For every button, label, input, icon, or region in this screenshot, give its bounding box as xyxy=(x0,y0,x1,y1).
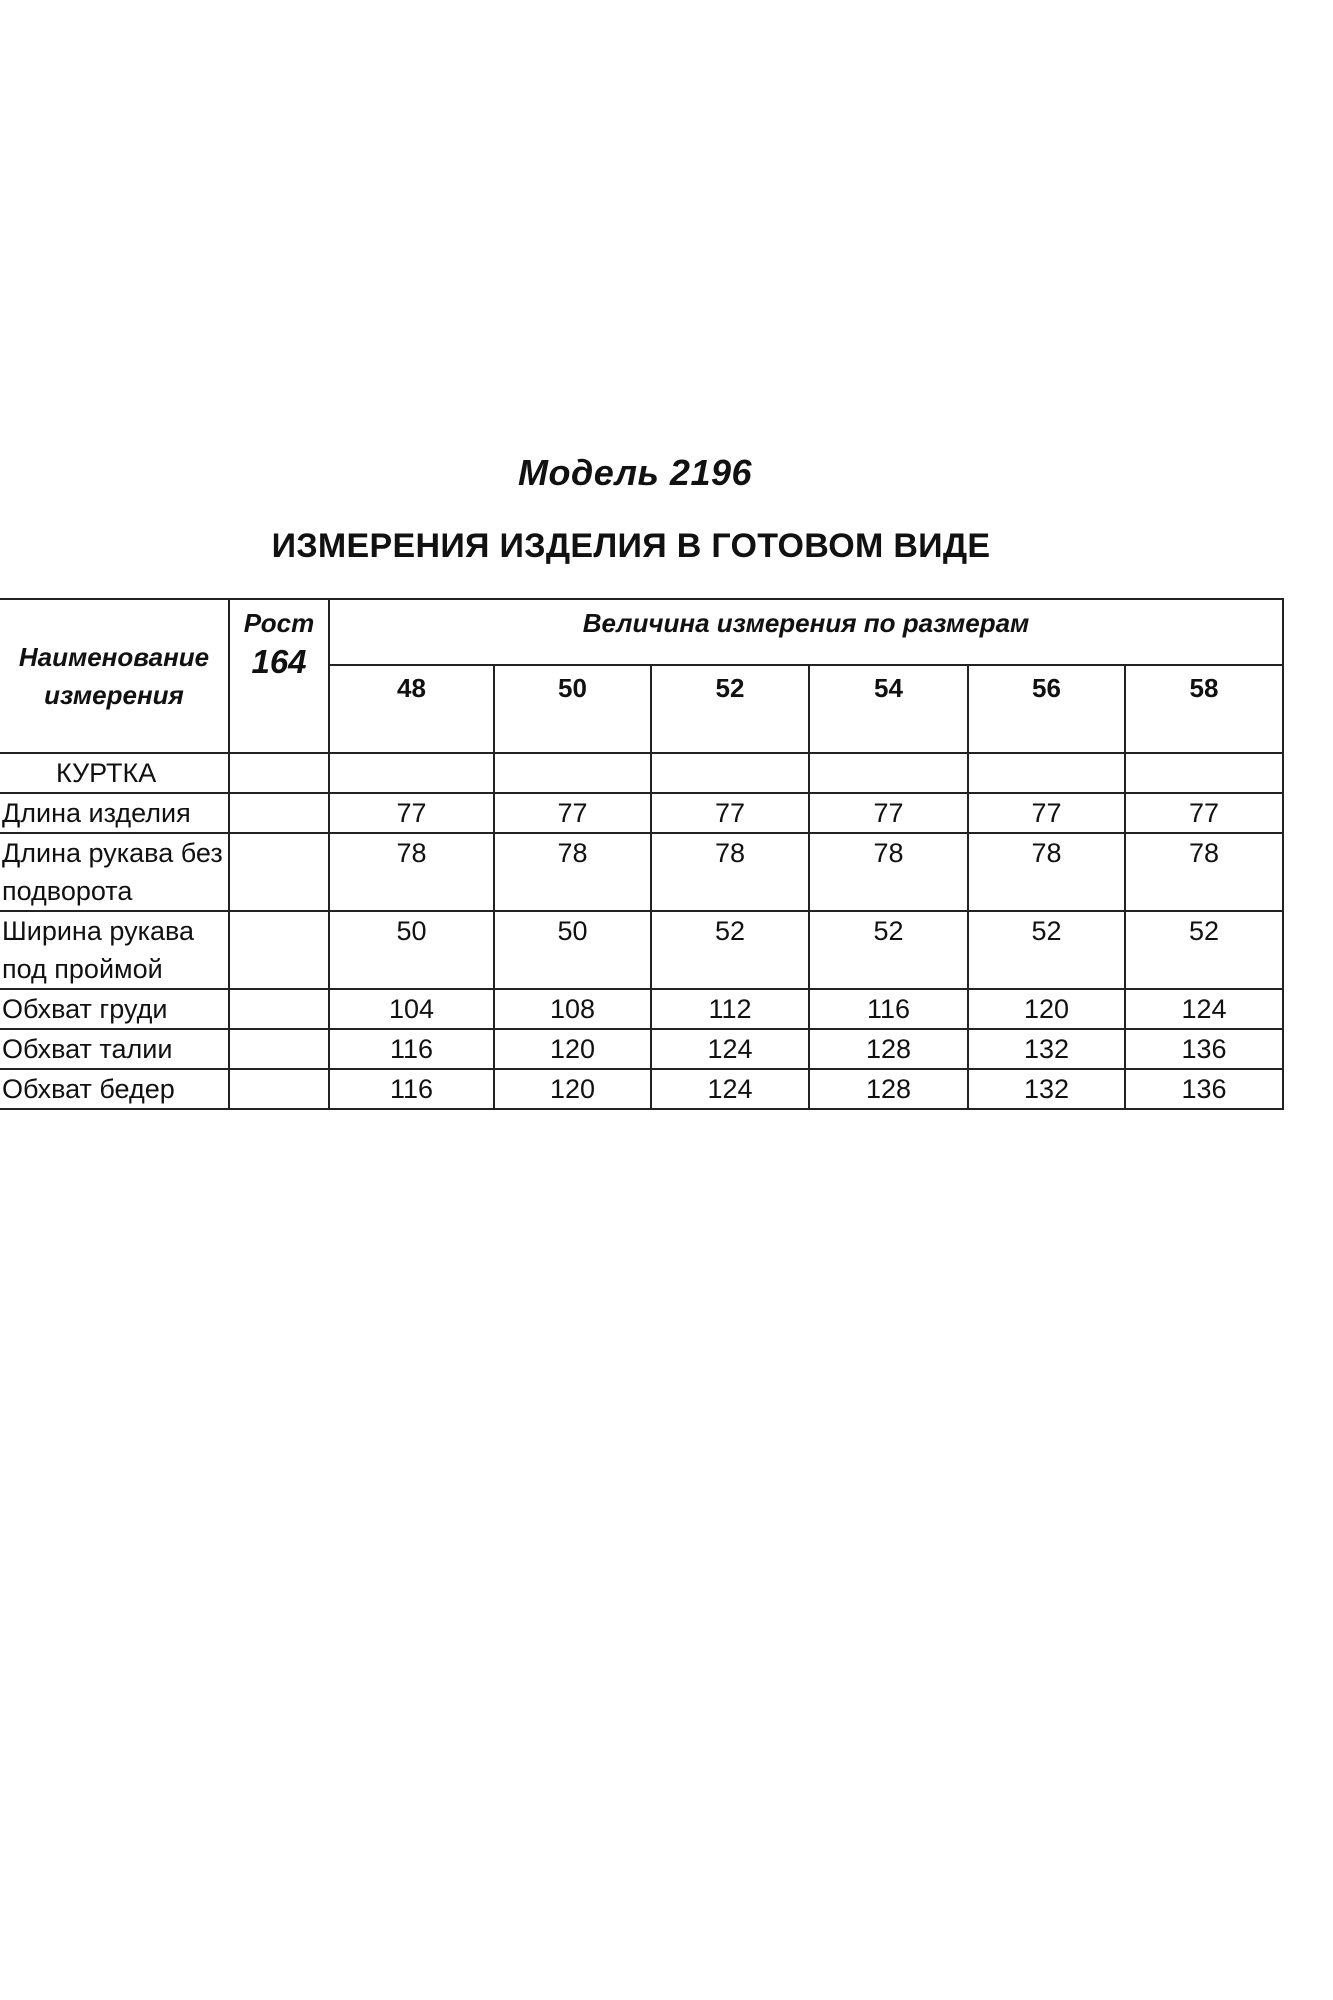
measurement-value: 120 xyxy=(494,1069,651,1109)
measurement-value: 108 xyxy=(494,989,651,1029)
measurement-value: 77 xyxy=(809,793,968,833)
size-header: 56 xyxy=(968,665,1125,753)
measurement-label: Ширина рукава под проймой xyxy=(0,911,229,989)
rost-cell xyxy=(229,989,329,1029)
measurement-value: 77 xyxy=(329,793,494,833)
table-row xyxy=(0,833,1283,911)
empty-cell xyxy=(651,753,809,793)
measurement-value: 120 xyxy=(968,989,1125,1029)
measurement-value: 50 xyxy=(494,911,651,989)
measurement-value: 77 xyxy=(968,793,1125,833)
measurement-value: 128 xyxy=(809,1029,968,1069)
size-measurements-table xyxy=(0,598,1284,1110)
rost-cell xyxy=(229,1029,329,1069)
size-header: 54 xyxy=(809,665,968,753)
document-title: ИЗМЕРЕНИЯ ИЗДЕЛИЯ В ГОТОВОМ ВИДЕ xyxy=(271,527,991,565)
measurement-value: 124 xyxy=(1125,989,1283,1029)
table-row xyxy=(0,911,1283,989)
table-row xyxy=(0,989,1283,1029)
measurement-value: 132 xyxy=(968,1069,1125,1109)
measurement-value: 78 xyxy=(1125,833,1283,911)
rost-cell xyxy=(229,911,329,989)
measurement-value: 116 xyxy=(809,989,968,1029)
measurement-label: Длина изделия xyxy=(0,793,229,833)
empty-cell xyxy=(968,753,1125,793)
table-row xyxy=(0,793,1283,833)
measurement-value: 50 xyxy=(329,911,494,989)
empty-cell xyxy=(329,753,494,793)
measurement-value: 104 xyxy=(329,989,494,1029)
rost-cell xyxy=(229,833,329,911)
table-row xyxy=(0,1029,1283,1069)
rost-cell xyxy=(229,1069,329,1109)
measurement-value: 136 xyxy=(1125,1069,1283,1109)
empty-cell xyxy=(494,753,651,793)
measurement-value: 132 xyxy=(968,1029,1125,1069)
size-header: 52 xyxy=(651,665,809,753)
table-row xyxy=(0,1069,1283,1109)
measurement-value: 52 xyxy=(809,911,968,989)
size-group-header: Величина измерения по размерам xyxy=(329,599,1283,665)
measurement-value: 52 xyxy=(1125,911,1283,989)
rost-cell xyxy=(229,793,329,833)
empty-cell xyxy=(1125,753,1283,793)
empty-cell xyxy=(809,753,968,793)
measurement-value: 124 xyxy=(651,1069,809,1109)
section-row xyxy=(0,753,1283,793)
measurement-value: 78 xyxy=(329,833,494,911)
measurement-value: 78 xyxy=(809,833,968,911)
measurement-value: 52 xyxy=(968,911,1125,989)
section-label: КУРТКА xyxy=(0,753,229,793)
size-header: 48 xyxy=(329,665,494,753)
measurement-value: 112 xyxy=(651,989,809,1029)
size-header: 50 xyxy=(494,665,651,753)
measurement-value: 136 xyxy=(1125,1029,1283,1069)
measurement-value: 77 xyxy=(494,793,651,833)
measurement-label: Обхват груди xyxy=(0,989,229,1029)
measurement-label: Длина рукава без подворота xyxy=(0,833,229,911)
rost-value: 164 xyxy=(251,643,307,680)
header-row-1 xyxy=(0,599,1283,665)
model-title: Модель 2196 xyxy=(517,452,753,493)
measurement-label: Обхват талии xyxy=(0,1029,229,1069)
measurement-value: 52 xyxy=(651,911,809,989)
measurement-value: 78 xyxy=(651,833,809,911)
empty-cell xyxy=(229,753,329,793)
measurement-value: 78 xyxy=(494,833,651,911)
measurement-value: 78 xyxy=(968,833,1125,911)
measurement-value: 120 xyxy=(494,1029,651,1069)
measurement-value: 77 xyxy=(651,793,809,833)
measurement-value: 124 xyxy=(651,1029,809,1069)
name-header: Наименование измерения xyxy=(0,599,229,753)
rost-header xyxy=(229,599,329,753)
measurement-value: 77 xyxy=(1125,793,1283,833)
size-header: 58 xyxy=(1125,665,1283,753)
measurement-value: 116 xyxy=(329,1029,494,1069)
rost-label: Рост xyxy=(243,608,315,638)
measurement-value: 128 xyxy=(809,1069,968,1109)
measurement-label: Обхват бедер xyxy=(0,1069,229,1109)
measurement-value: 116 xyxy=(329,1069,494,1109)
